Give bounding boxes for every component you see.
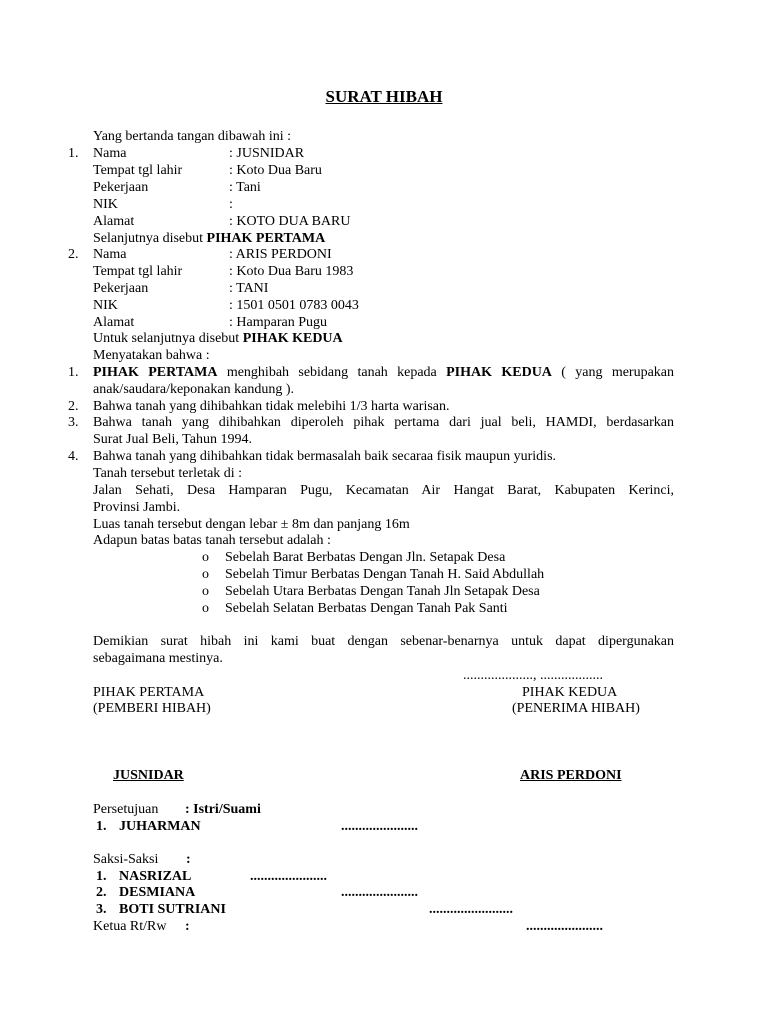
witness-signature-line: ......................: [341, 885, 418, 900]
intro-text: Yang bertanda tangan dibawah ini :: [93, 129, 292, 144]
statement-number: 4.: [68, 449, 79, 464]
second-party-role: PIHAK KEDUA: [522, 685, 618, 700]
witness-name: DESMIANA: [119, 885, 196, 900]
field-label: Pekerjaan: [93, 180, 149, 195]
first-party-subtitle: (PEMBERI HIBAH): [93, 701, 211, 716]
witness-name: BOTI SUTRIANI: [119, 902, 226, 917]
consent-value: : Istri/Suami: [185, 802, 261, 817]
location-line-1: Jalan Sehati, Desa Hamparan Pugu, Kecamatan Air Hangat Barat, Kabupaten Kerinci,: [93, 483, 674, 498]
witness-colon: :: [186, 852, 191, 867]
location-label: Tanah tersebut terletak di :: [93, 466, 243, 481]
witness-number: 1.: [96, 869, 107, 884]
bullet-icon: o: [202, 567, 209, 582]
consent-label: Persetujuan: [93, 802, 159, 817]
list-item: [0, 549, 768, 566]
statement-1-line-1: PIHAK PERTAMA menghibah sebidang tanah kepada PIHAK KEDUA ( yang merupakan: [93, 365, 675, 380]
declaration-heading: Menyatakan bahwa :: [93, 348, 210, 363]
field-value: : Koto Dua Baru: [229, 163, 322, 178]
statement-2-text: Bahwa tanah yang dihibahkan tidak melebihi 1/3 harta warisan.: [93, 399, 450, 414]
statement-3-line-2: Surat Jual Beli, Tahun 1994.: [93, 432, 252, 447]
party-first-job-row: [0, 179, 768, 196]
party-second-address-row: [0, 314, 768, 331]
rtrw-signature-line: ......................: [526, 919, 603, 934]
field-label: NIK: [93, 197, 118, 212]
field-value: : Tani: [229, 180, 261, 195]
location-line-2: Provinsi Jambi.: [93, 500, 181, 515]
list-item: [0, 566, 768, 583]
second-party-subtitle: (PENERIMA HIBAH): [512, 701, 640, 716]
border-text: Sebelah Timur Berbatas Dengan Tanah H. Said Abdullah: [225, 567, 545, 582]
field-value: : TANI: [229, 281, 269, 296]
statement-1: [0, 364, 768, 381]
witness-number: 3.: [96, 902, 107, 917]
first-party-role: PIHAK PERTAMA: [93, 685, 205, 700]
party-first-birth-row: [0, 162, 768, 179]
field-label: Alamat: [93, 214, 135, 229]
witness-label: Saksi-Saksi: [93, 852, 159, 867]
field-label: Nama: [93, 146, 127, 161]
second-party-signature-name: ARIS PERDONI: [520, 768, 622, 783]
party-second-number: 2.: [68, 247, 79, 262]
field-value: : Hamparan Pugu: [229, 315, 327, 330]
witness-number: 2.: [96, 885, 107, 900]
land-size: Luas tanah tersebut dengan lebar ± 8m dan panjang 16m: [93, 517, 410, 532]
party-first-address-row: [0, 213, 768, 230]
field-label: Tempat tgl lahir: [93, 264, 183, 279]
field-label: Alamat: [93, 315, 135, 330]
document-title: SURAT HIBAH: [325, 87, 443, 106]
borders-label: Adapun batas batas tanah tersebut adalah :: [93, 533, 331, 548]
field-value: : ARIS PERDONI: [229, 247, 332, 262]
field-value: : Koto Dua Baru 1983: [229, 264, 354, 279]
place-date-placeholder: ...................., ..................: [463, 668, 603, 683]
consent-signature-line: ......................: [341, 819, 418, 834]
consent-number: 1.: [96, 819, 107, 834]
statement-4: [0, 448, 768, 465]
witness-name: NASRIZAL: [119, 869, 192, 884]
border-text: Sebelah Selatan Berbatas Dengan Tanah Pak Santi: [225, 601, 508, 616]
witness-signature-line: ......................: [250, 869, 327, 884]
field-value: : KOTO DUA BARU: [229, 214, 351, 229]
border-text: Sebelah Barat Berbatas Dengan Jln. Setapak Desa: [225, 550, 506, 565]
field-value: : JUSNIDAR: [229, 146, 305, 161]
list-item: [0, 583, 768, 600]
list-item: [0, 600, 768, 617]
field-label: Nama: [93, 247, 127, 262]
witness-signature-line: ........................: [429, 902, 513, 917]
field-value: : 1501 0501 0783 0043: [229, 298, 359, 313]
field-value: :: [229, 197, 233, 212]
field-label: Pekerjaan: [93, 281, 149, 296]
bullet-icon: o: [202, 550, 209, 565]
party-first-name-row: [0, 145, 768, 162]
statement-4-text: Bahwa tanah yang dihibahkan tidak bermasalah baik secaraa fisik maupun yuridis.: [93, 449, 557, 464]
party-second-birth-row: [0, 263, 768, 280]
bullet-icon: o: [202, 584, 209, 599]
statement-number: 2.: [68, 399, 79, 414]
consent-name: JUHARMAN: [119, 819, 201, 834]
statement-3: [0, 414, 768, 431]
party-second-job-row: [0, 280, 768, 297]
statement-1-line-2: anak/saudara/keponakan kandung ).: [93, 382, 294, 397]
statement-3-line-1: Bahwa tanah yang dihibahkan diperoleh pihak pertama dari jual beli, HAMDI, berdasarkan: [93, 415, 674, 430]
party-first-designation: Selanjutnya disebut PIHAK PERTAMA: [93, 231, 326, 246]
statement-number: 3.: [68, 415, 79, 430]
statement-number: 1.: [68, 365, 79, 380]
border-text: Sebelah Utara Berbatas Dengan Tanah Jln Setapak Desa: [225, 584, 540, 599]
party-first-nik-row: [0, 196, 768, 213]
party-first-number: 1.: [68, 146, 79, 161]
field-label: Tempat tgl lahir: [93, 163, 183, 178]
statement-2: [0, 398, 768, 415]
bullet-icon: o: [202, 601, 209, 616]
rtrw-colon: :: [185, 919, 190, 934]
closing-line-1: Demikian surat hibah ini kami buat dengan sebenar-benarnya untuk dapat dipergunakan: [93, 634, 674, 649]
party-second-nik-row: [0, 297, 768, 314]
party-second-designation: Untuk selanjutnya disebut PIHAK KEDUA: [93, 331, 343, 346]
rtrw-label: Ketua Rt/Rw: [93, 919, 167, 934]
closing-line-2: sebagaimana mestinya.: [93, 651, 223, 666]
field-label: NIK: [93, 298, 118, 313]
first-party-signature-name: JUSNIDAR: [113, 768, 184, 783]
party-second-name-row: [0, 246, 768, 263]
